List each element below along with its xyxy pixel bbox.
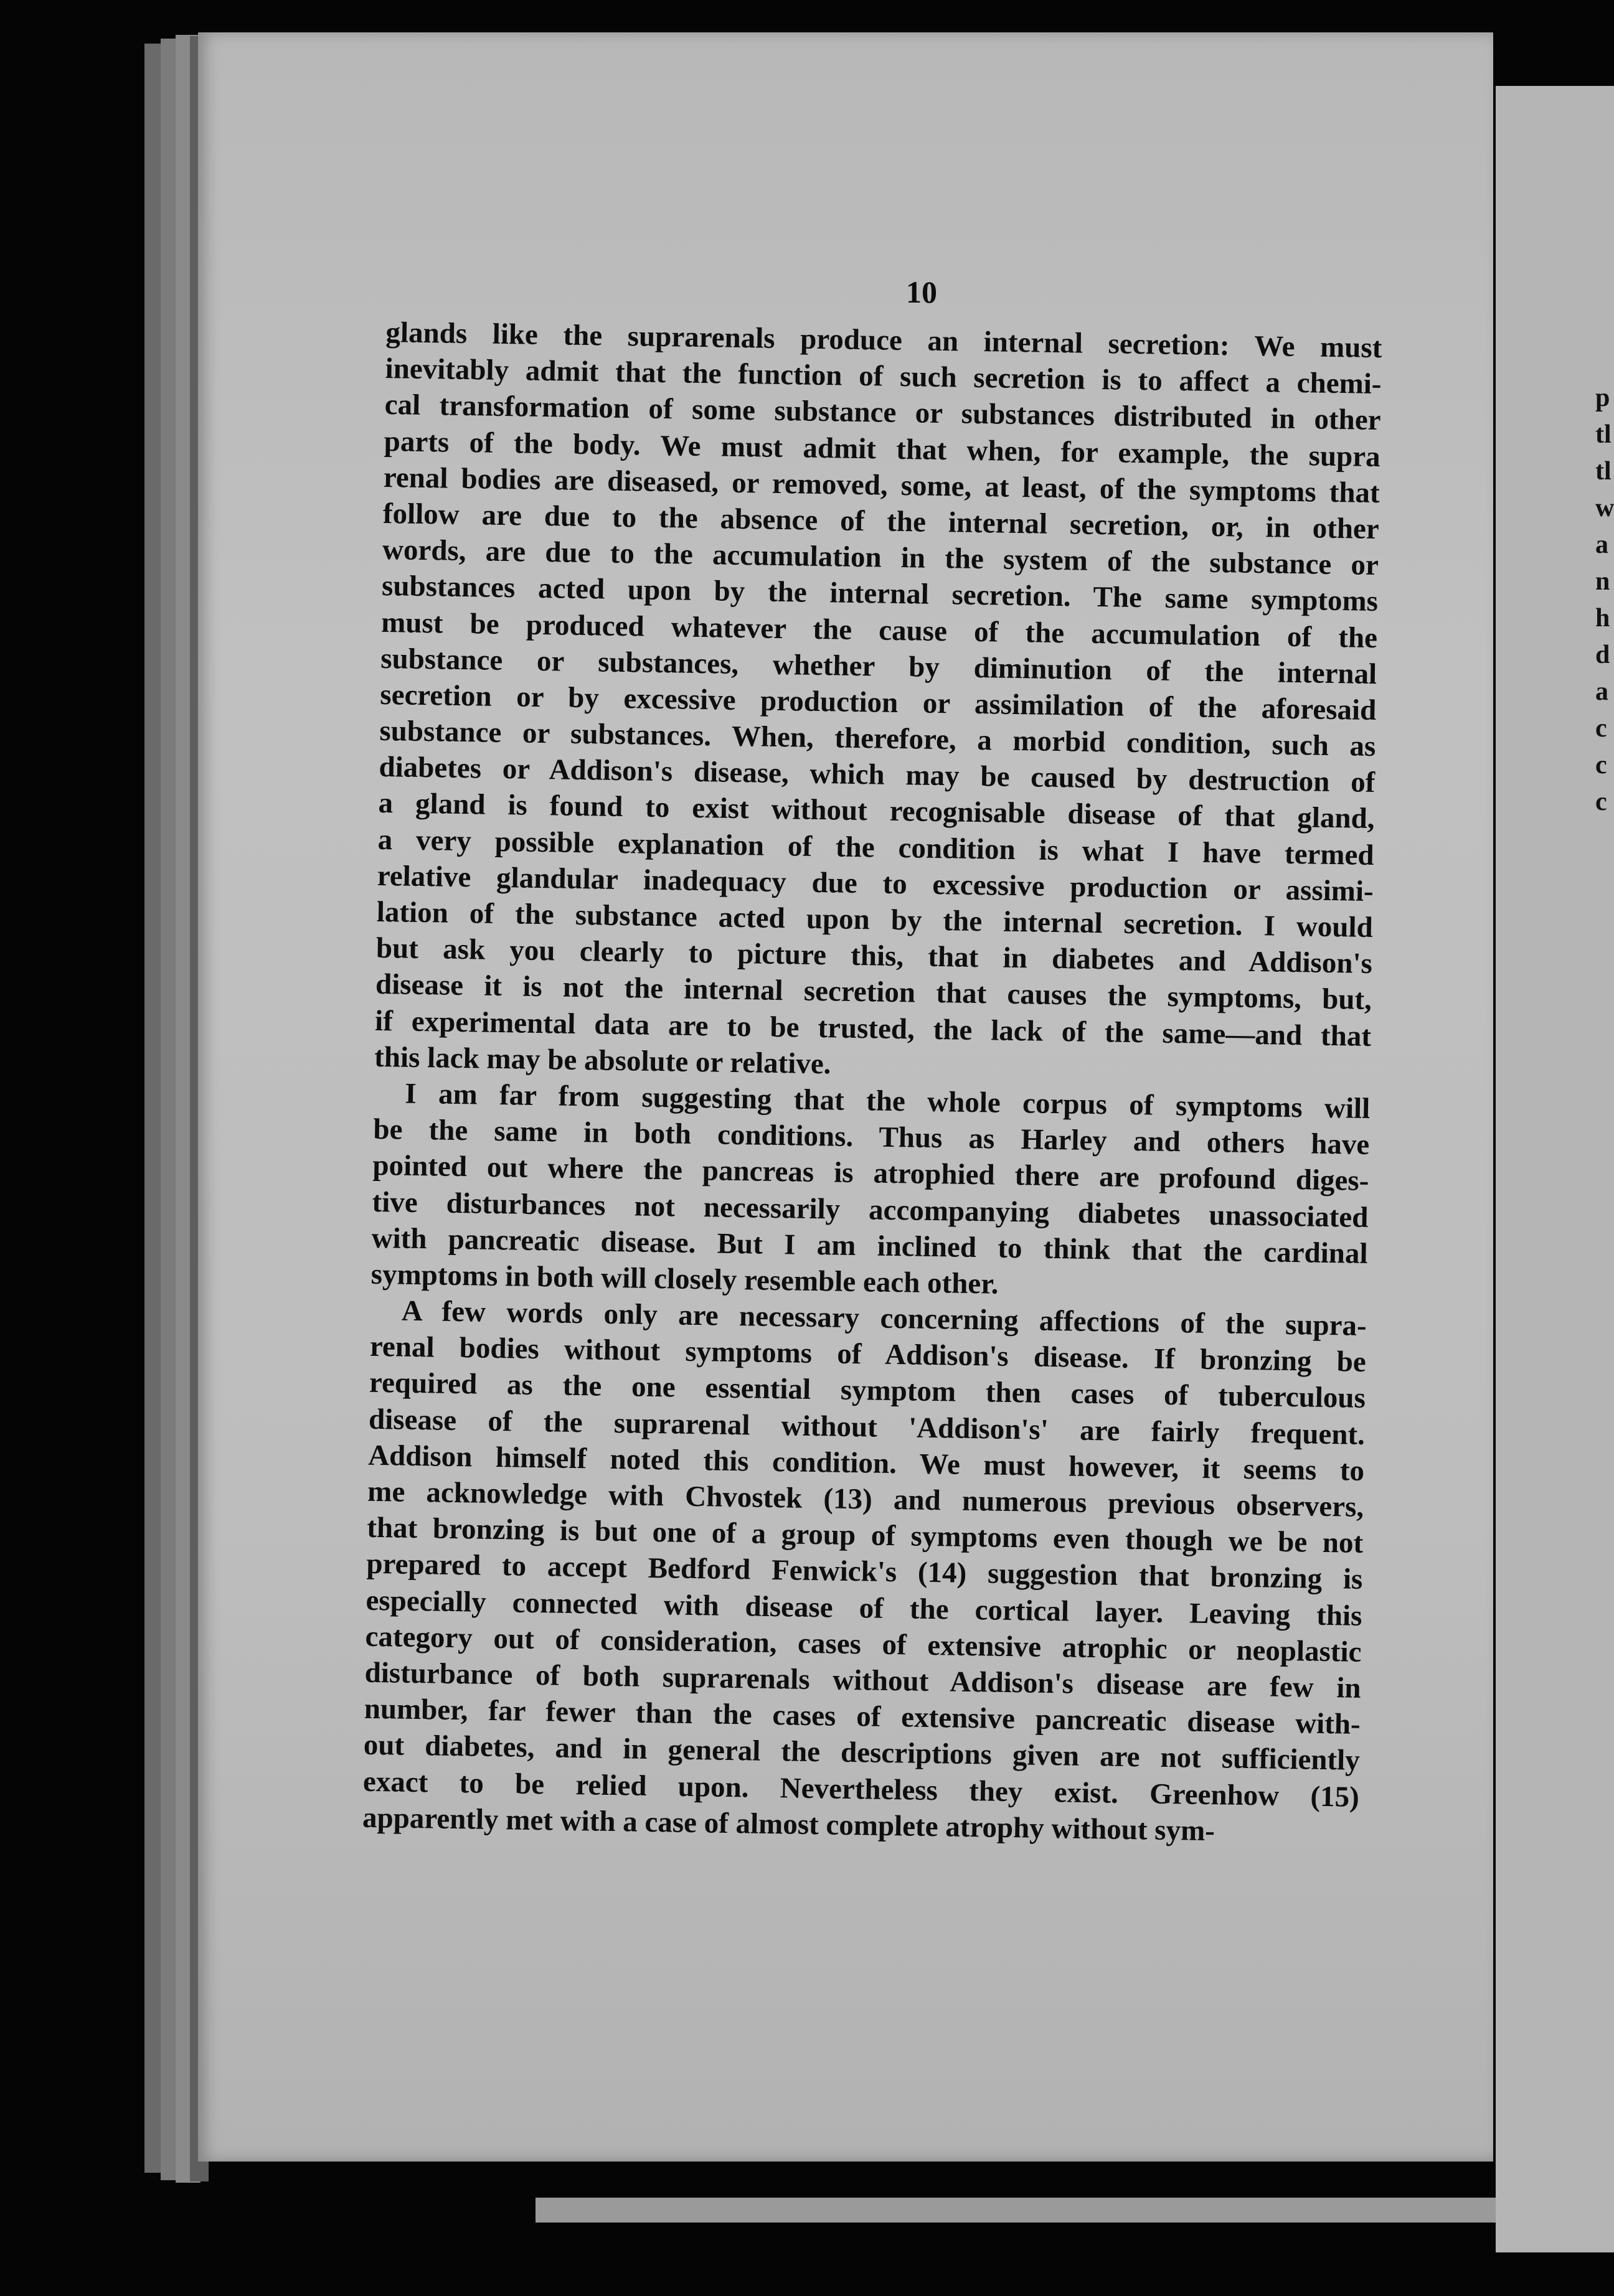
text-line: I am far from suggesting that the whole corpus of symptoms will bbox=[404, 1077, 1371, 1125]
text-line: parts of the body. We must admit that when, for example, the supra bbox=[384, 425, 1381, 473]
facing-page-fragment: d bbox=[1595, 641, 1610, 669]
text-line: symptoms in both will closely resemble each other. bbox=[370, 1258, 999, 1301]
text-line: out diabetes, and in general the descriptions given are not sufficiently bbox=[363, 1729, 1361, 1777]
text-line: diabetes or Addison's disease, which may be caused by destruction of bbox=[379, 751, 1376, 799]
facing-page-fragment: c bbox=[1595, 751, 1607, 779]
text-line: disease of the suprarenal without 'Addison's' are fairly frequent. bbox=[368, 1403, 1366, 1451]
text-line: this lack may be absolute or relative. bbox=[374, 1040, 831, 1081]
text-line: cal transformation of some substance or substances distributed in other bbox=[384, 388, 1381, 437]
text-line: follow are due to the absence of the internal secretion, or, in other bbox=[382, 497, 1380, 546]
page-bottom-edge bbox=[536, 2198, 1526, 2223]
text-line: relative glandular inadequacy due to excessive production or assimi- bbox=[377, 859, 1374, 908]
text-line: required as the one essential symptom then cases of tuberculous bbox=[369, 1367, 1366, 1415]
text-line: tive disturbances not necessarily accompanying diabetes unassociated bbox=[372, 1185, 1369, 1234]
facing-page-fragment: tl bbox=[1595, 420, 1612, 449]
text-line: inevitably admit that the function of such secretion is to affect a chemi- bbox=[385, 352, 1382, 401]
text-line: secretion or by excessive production or assimilation of the aforesaid bbox=[379, 678, 1377, 727]
facing-page-fragment: a bbox=[1595, 677, 1608, 706]
text-line: A few words only are necessary concerning affections of the supra- bbox=[401, 1294, 1367, 1342]
text-line: a very possible explanation of the condition is what I have termed bbox=[377, 823, 1374, 872]
page-number: 10 bbox=[906, 275, 937, 309]
text-line: Addison himself noted this condition. We must however, it seems to bbox=[367, 1439, 1365, 1487]
paragraph-3 bbox=[362, 1292, 1367, 1851]
text-line: substance or substances, whether by diminution of the internal bbox=[380, 642, 1377, 690]
facing-page-fragment: h bbox=[1595, 604, 1610, 633]
paragraph-1 bbox=[374, 314, 1382, 1091]
paragraph-2 bbox=[370, 1075, 1370, 1308]
text-line: must be produced whatever the cause of the accumulation of the bbox=[380, 606, 1378, 654]
text-line: especially connected with disease of the cortical layer. Leaving this bbox=[366, 1584, 1362, 1632]
text-line: words, are due to the accumulation in the system of the substance or bbox=[382, 534, 1379, 582]
text-line: lation of the substance acted upon by the internal secretion. I would bbox=[376, 895, 1374, 944]
text-line: substances acted upon by the internal secretion. The same symptoms bbox=[381, 570, 1379, 618]
text-line: prepared to accept Bedford Fenwick's (14) suggestion that bronzing is bbox=[366, 1548, 1363, 1596]
facing-page-fragment: a bbox=[1595, 530, 1608, 559]
text-line: disease it is not the internal secretion that causes the symptoms, but, bbox=[375, 968, 1372, 1017]
facing-page-fragment: n bbox=[1595, 567, 1610, 596]
text-line: renal bodies without symptoms of Addison's disease. If bronzing be bbox=[369, 1330, 1367, 1379]
facing-page-fragment: w bbox=[1595, 494, 1614, 522]
text-line: if experimental data are to be trusted, the lack of the same—and that bbox=[374, 1004, 1372, 1053]
facing-page-text-fragments bbox=[1595, 380, 1614, 821]
body-text bbox=[362, 314, 1382, 1851]
text-line: pointed out where the pancreas is atrophied there are profound diges- bbox=[372, 1149, 1369, 1198]
facing-page-fragment: c bbox=[1595, 788, 1607, 816]
text-line: that bronzing is but one of a group of symptoms even though we be not bbox=[366, 1511, 1364, 1560]
text-line: renal bodies are diseased, or removed, some, at least, of the symptoms that bbox=[383, 461, 1380, 509]
text-line: a gland is found to exist without recognisable disease of that gland, bbox=[378, 787, 1375, 835]
facing-page-fragment: tl bbox=[1595, 457, 1612, 486]
text-line: me acknowledge with Chvostek (13) and numerous previous observers, bbox=[367, 1475, 1364, 1523]
text-line: category out of consideration, cases of extensive atrophic or neoplastic bbox=[365, 1620, 1362, 1668]
text-line: but ask you clearly to picture this, that in diabetes and Addison's bbox=[375, 932, 1373, 981]
text-line: be the same in both conditions. Thus as Harley and others have bbox=[373, 1113, 1370, 1162]
text-line: disturbance of both suprarenals without Addison's disease are few in bbox=[364, 1656, 1361, 1705]
text-line: with pancreatic disease. But I am inclined to think that the cardinal bbox=[371, 1221, 1368, 1270]
text-line: number, far fewer than the cases of extensive pancreatic disease with- bbox=[364, 1692, 1361, 1741]
text-line: apparently met with a case of almost complete atrophy without sym- bbox=[362, 1801, 1215, 1847]
text-line: glands like the suprarenals produce an internal secretion: We must bbox=[385, 316, 1382, 365]
text-line: exact to be relied upon. Nevertheless they exist. Greenhow (15) bbox=[362, 1765, 1360, 1814]
facing-page-fragment: c bbox=[1595, 714, 1607, 743]
text-line: substance or substances. When, therefore, a morbid condition, such as bbox=[379, 714, 1376, 763]
facing-page-fragment: p bbox=[1595, 383, 1610, 412]
